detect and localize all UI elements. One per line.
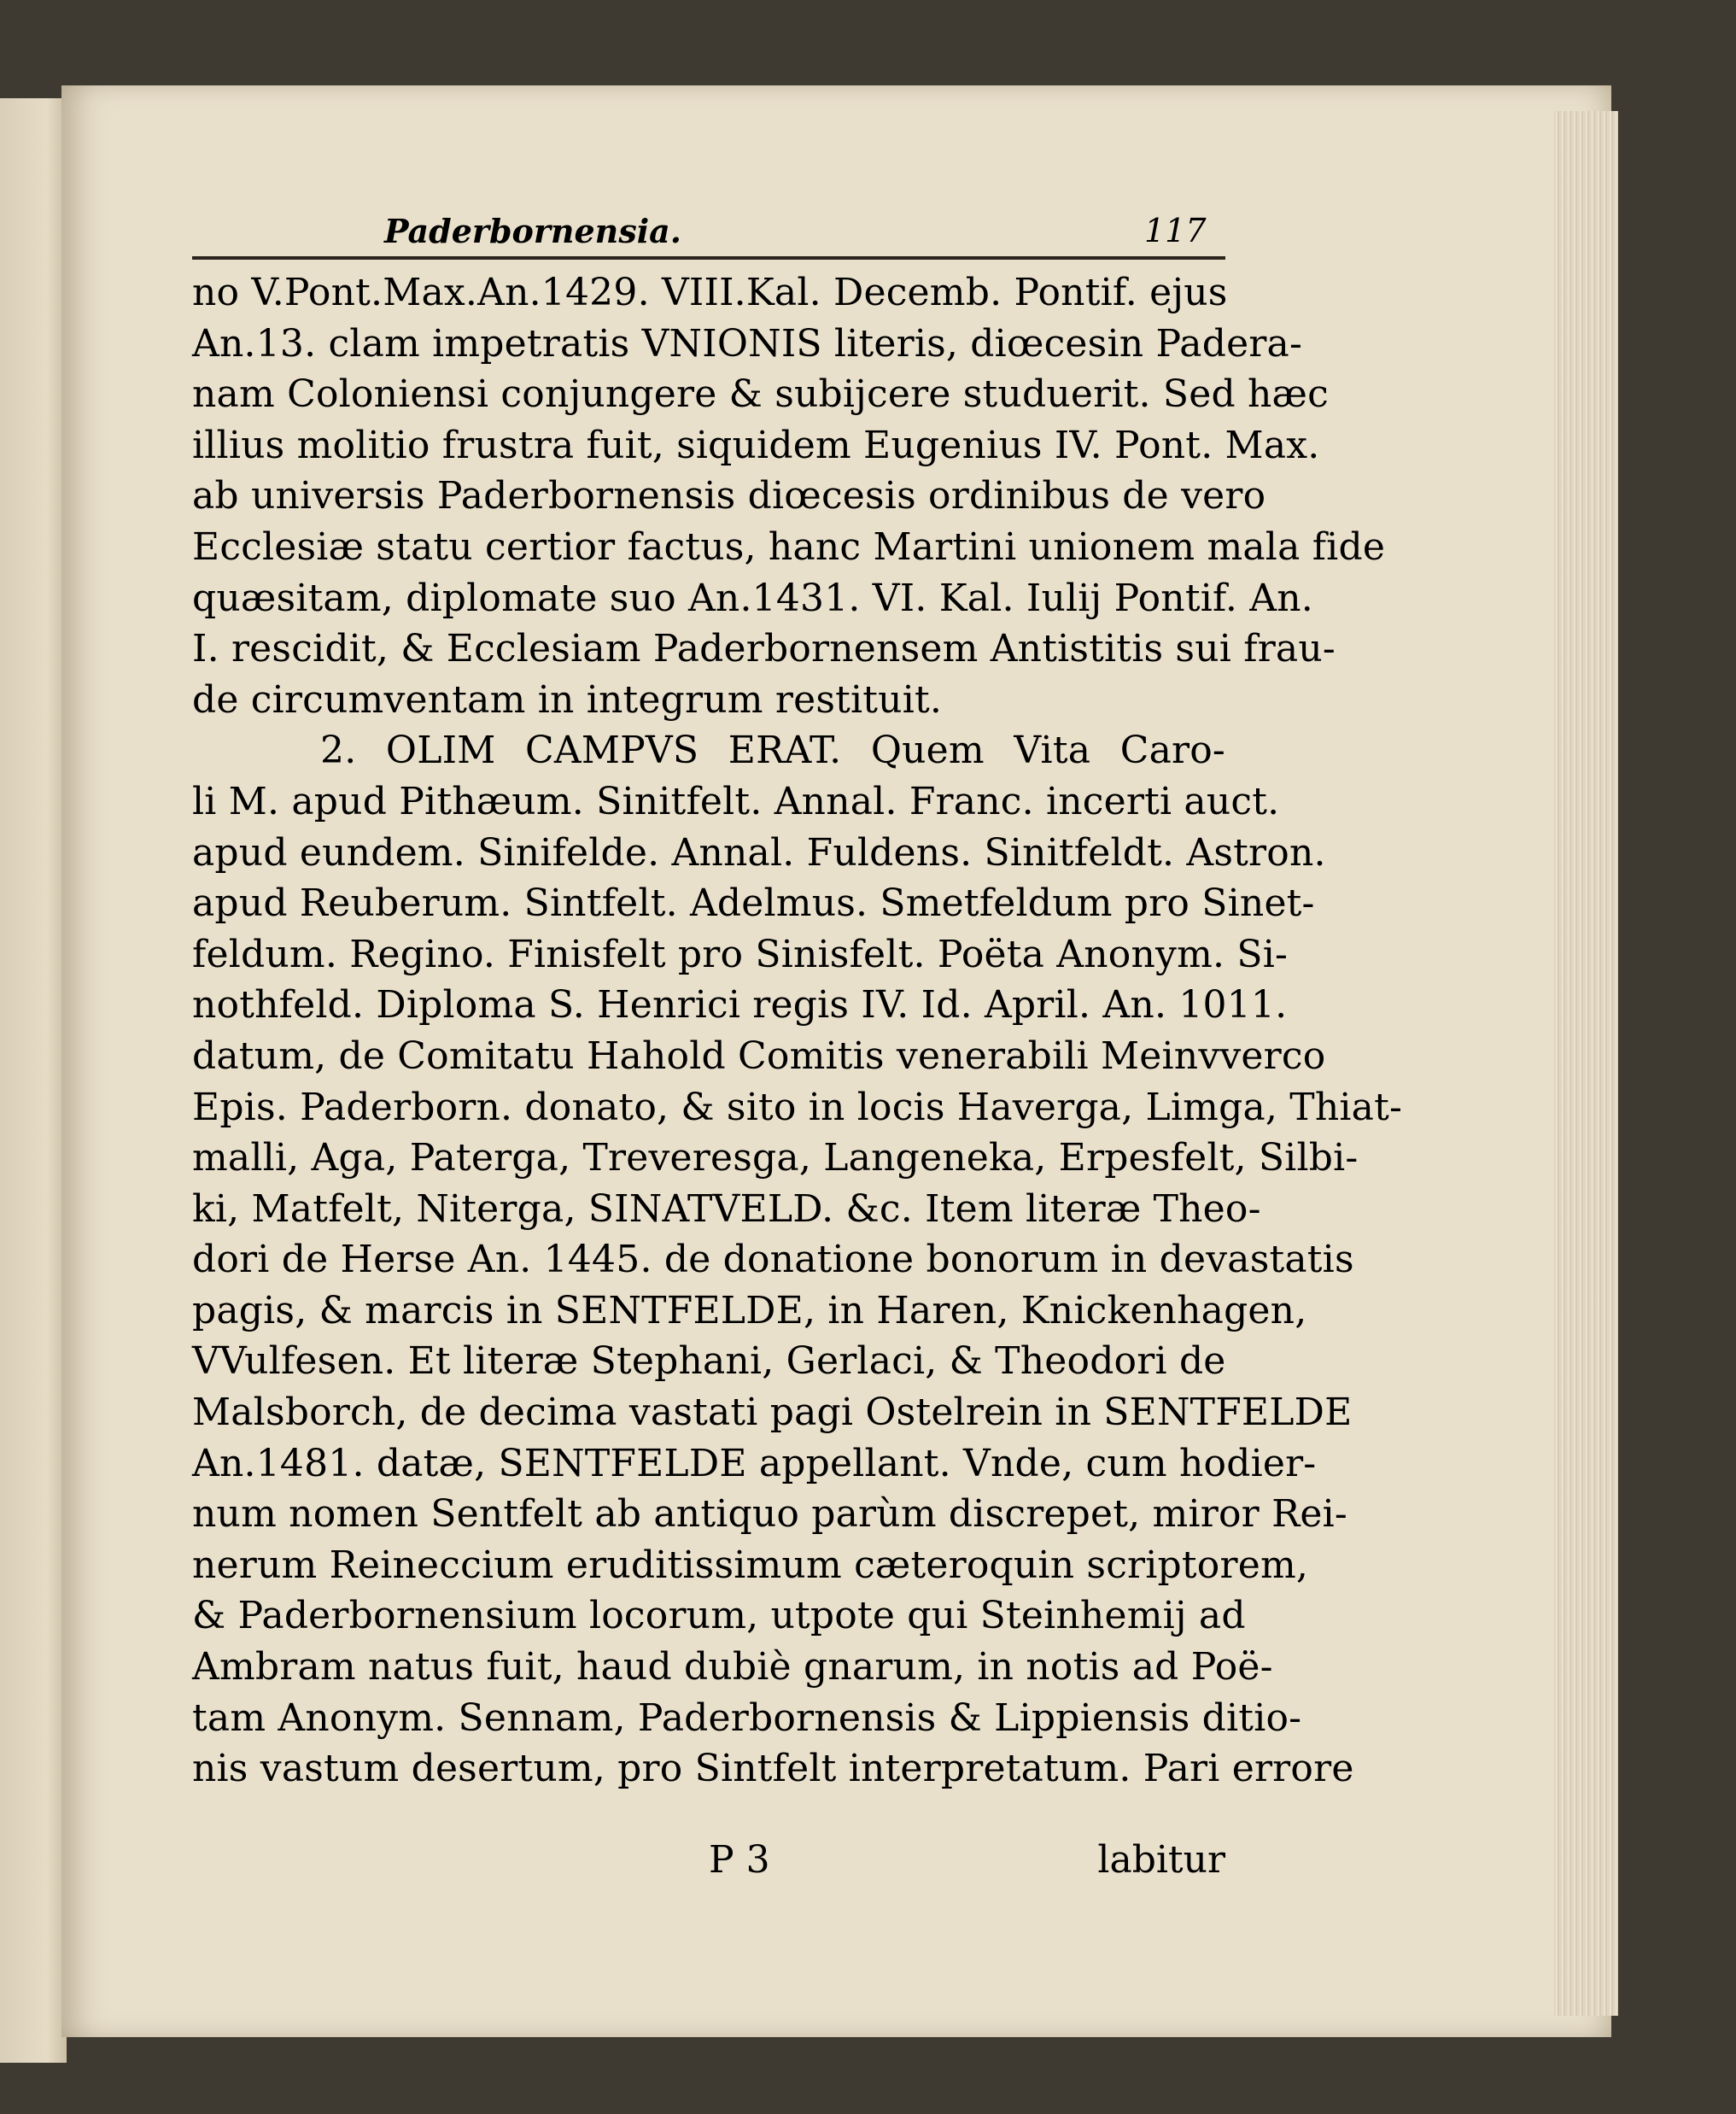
catchword: labitur	[1097, 1838, 1225, 1882]
text-line: malli, Aga, Paterga, Treveresga, Langeneka, Erpesfelt, Silbi-	[192, 1136, 1359, 1180]
text-line: Ambram natus fuit, haud dubiè gnarum, in notis ad Poë-	[192, 1645, 1273, 1689]
text-line: 2. OLIM CAMPVS ERAT. Quem Vita Caro-	[320, 729, 1225, 773]
text-line: Epis. Paderborn. donato, & sito in locis Haverga, Limga, Thiat-	[192, 1085, 1403, 1129]
text-line: dori de Herse An. 1445. de donatione bonorum in devastatis	[192, 1238, 1354, 1282]
text-line: ab universis Paderbornensis diœcesis ordinibus de vero	[192, 474, 1266, 518]
text-line: li M. apud Pithæum. Sinitfelt. Annal. Franc. incerti auct.	[192, 779, 1280, 823]
text-line: no V.Pont.Max.An.1429. VIII.Kal. Decemb. Pontif. ejus	[192, 271, 1228, 314]
text-line: illius molitio frustra fuit, siquidem Eugenius IV. Pont. Max.	[192, 423, 1320, 467]
running-head: Paderbornensia.	[384, 212, 681, 250]
header-rule	[192, 256, 1225, 260]
footer-line	[192, 1838, 1225, 1889]
text-line: VVulfesen. Et literæ Stephani, Gerlaci, & Theodori de	[192, 1339, 1226, 1384]
text-line: Malsborch, de decima vastati pagi Ostelrein in SENTFELDE	[192, 1391, 1353, 1435]
text-line: de circumventam in integrum restituit.	[192, 677, 943, 722]
text-line: nothfeld. Diploma S. Henrici regis IV. Id. April. An. 1011.	[192, 983, 1288, 1028]
previous-page-edge	[0, 98, 67, 2063]
body-text	[192, 267, 1403, 1795]
text-line: datum, de Comitatu Hahold Comitis venerabili Meinvverco	[192, 1034, 1326, 1078]
text-line: Ecclesiæ statu certior factus, hanc Martini unionem mala fide	[192, 524, 1386, 569]
signature-mark: P 3	[709, 1838, 770, 1882]
text-line: tam Anonym. Sennam, Paderbornensis & Lippiensis ditio-	[192, 1695, 1302, 1740]
text-line: num nomen Sentfelt ab antiquo parùm discrepet, miror Rei-	[192, 1492, 1347, 1537]
text-line: quæsitam, diplomate suo An.1431. VI. Kal. Iulij Pontif. An.	[192, 576, 1313, 620]
page-number: 117	[1144, 212, 1207, 249]
text-line: An.13. clam impetratis VNIONIS literis, diœcesin Padera-	[192, 321, 1303, 366]
text-line: feldum. Regino. Finisfelt pro Sinisfelt. Poëta Anonym. Si-	[192, 932, 1289, 976]
text-line: nis vastum desertum, pro Sintfelt interpretatum. Pari errore	[192, 1747, 1354, 1791]
text-line: apud Reuberum. Sintfelt. Adelmus. Smetfeldum pro Sinet-	[192, 881, 1315, 926]
text-line: nam Coloniensi conjungere & subijcere studuerit. Sed hæc	[192, 372, 1329, 417]
text-line: & Paderbornensium locorum, utpote qui Steinhemij ad	[192, 1594, 1246, 1638]
text-line: An.1481. datæ, SENTFELDE appellant. Vnde, cum hodier-	[192, 1441, 1317, 1485]
text-line: pagis, & marcis in SENTFELDE, in Haren, Knickenhagen,	[192, 1288, 1307, 1332]
text-line: apud eundem. Sinifelde. Annal. Fuldens. Sinitfeldt. Astron.	[192, 830, 1326, 875]
text-line: nerum Reineccium eruditissimum cæteroquin scriptorem,	[192, 1543, 1309, 1587]
text-line: ki, Matfelt, Niterga, SINATVELD. &c. Item literæ Theo-	[192, 1186, 1261, 1231]
page-stack-edges	[1554, 111, 1618, 2016]
text-line: I. rescidit, & Ecclesiam Paderbornensem Antistitis sui frau-	[192, 627, 1336, 671]
